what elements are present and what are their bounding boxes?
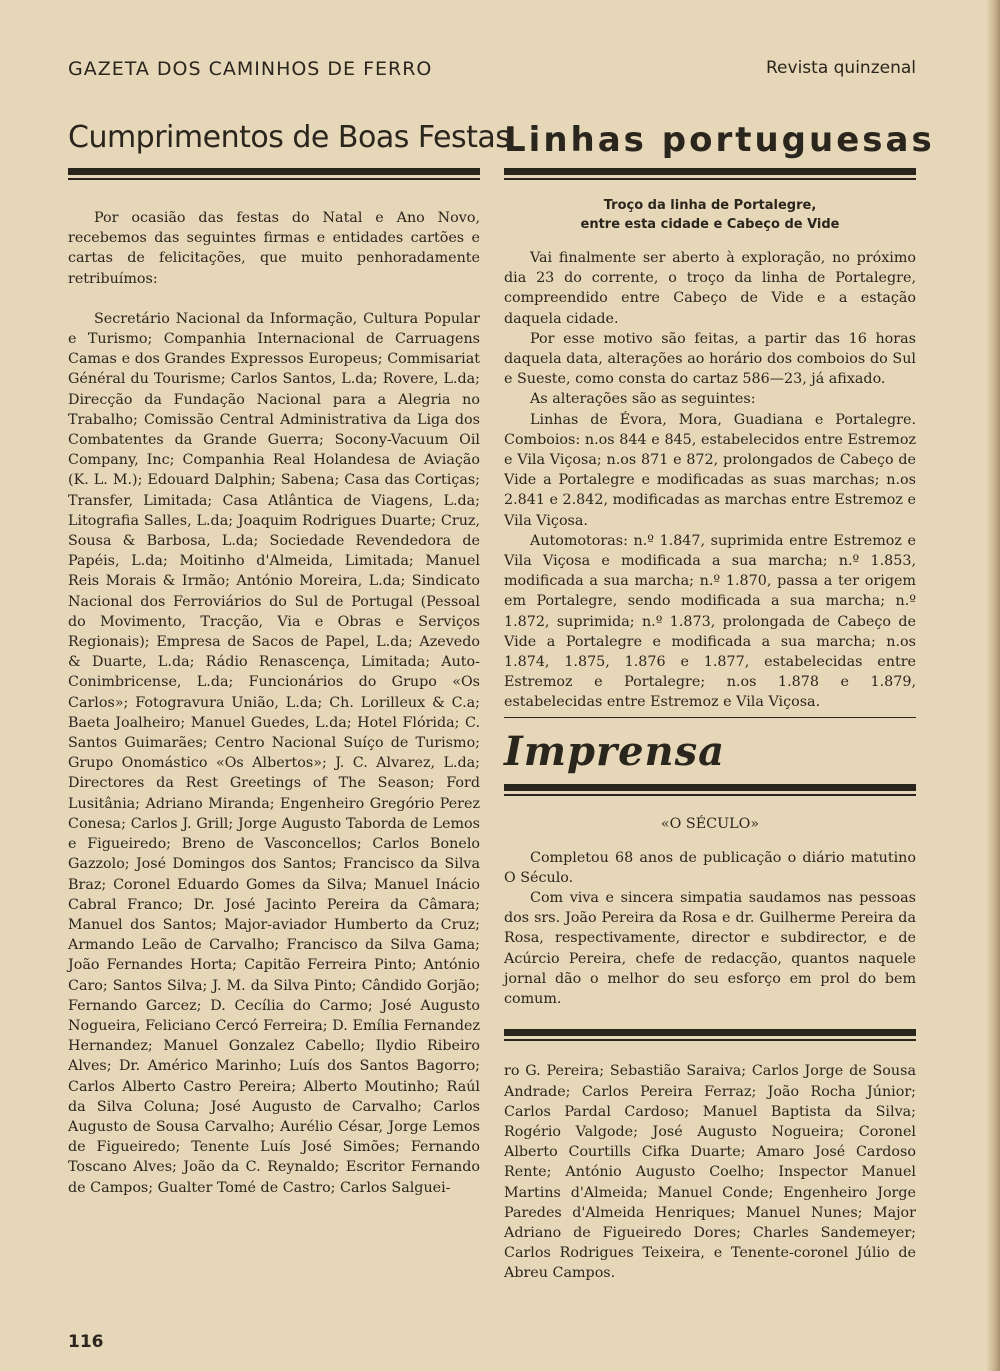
linhas-paragraph-4: Linhas de Évora, Mora, Guadiana e Portalegre. Comboios: n.os 844 e 845, estabelecidos entre Estremoz e Vila Viçosa; n.os 871 e 872, prolongados de Cabeço de Vide a Portalegre e modificadas as suas marchas; n.os 2.841 e 2.842, modificadas as marchas entre Estremoz e Vila Viçosa. (504, 411, 916, 529)
page-edge-shadow (986, 0, 1000, 1371)
boas-festas-title: Cumprimentos de Boas Festas (68, 120, 511, 155)
imprensa-title: Imprensa (504, 727, 726, 775)
title-rule-thin (504, 178, 916, 180)
linhas-paragraph-1: Vai finalmente ser aberto à exploração, no próximo dia 23 do corrente, o troço da linha de Portalegre, compreendido entre Cabeço de Vide e a estação daquela cidade. (504, 250, 916, 327)
left-column (68, 118, 511, 1198)
linhas-paragraph-2: Por esse motivo são feitas, a partir das 16 horas daquela data, alterações ao horário dos comboios do Sul e Sueste, como consta do cartaz 586—23, já afixado. (504, 330, 916, 388)
linhas-paragraph-3: As alterações são as seguintes: (530, 391, 756, 408)
title-rule-thin (68, 178, 480, 180)
linhas-subtitle-line1: Troço da linha de Portalegre, (603, 198, 817, 213)
running-head (68, 58, 916, 88)
linhas-paragraph-5: Automotoras: n.º 1.847, suprimida entre Estremoz e Vila Viçosa e modificada a sua marcha; n.º 1.853, modificada a sua marcha; n.º 1.870, passa a ter origem em Portalegre, sendo modificada a sua marcha; n.º 1.872, suprimida; n.º 1.873, prolongada de Cabeço de Vide a Portalegre e modificada a sua marcha; n.os 1.874, 1.875, 1.876 e 1.877, estabelecidas entre Estremoz e Portalegre; n.os 1.878 e 1.879, estabelecidas entre Estremoz e Vila Viçosa. (504, 532, 916, 711)
right-column (504, 118, 935, 1284)
title-rule-thin (504, 794, 916, 796)
linhas-subtitle-line2: entre esta cidade e Cabeço de Vide (580, 217, 840, 232)
title-rule-thick (504, 784, 916, 791)
publication-name: GAZETA DOS CAMINHOS DE FERRO (68, 58, 433, 80)
section-divider (504, 717, 916, 718)
imprensa-subhead: «O SÉCULO» (660, 815, 760, 832)
boas-festas-intro: Por ocasião das festas do Natal e Ano Novo, recebemos das seguintes firmas e entidades cartões e cartas de felicitações, que muito penhoradamente retribuímos: (68, 210, 480, 287)
continuation-rules (504, 1029, 916, 1041)
continuation-rule-thin (504, 1039, 916, 1041)
title-rule-thick (504, 168, 916, 175)
imprensa-paragraph-2: Com viva e sincera simpatia saudamos nas pessoas dos srs. João Pereira da Rosa e dr. Guilherme Pereira da Rosa, respectivamente, director e subdirector, e de Acúrcio Pereira, chefe de redacção, quantos naquele jornal dão o melhor do seu esforço em prol do bem comum. (504, 890, 916, 1008)
title-rule-thick (68, 168, 480, 175)
publication-tagline: Revista quinzenal (766, 58, 916, 78)
linhas-title: Linhas portuguesas (504, 120, 935, 160)
imprensa-paragraph-1: Completou 68 anos de publicação o diário matutino O Século. (504, 849, 916, 886)
continuation-rule-thick (504, 1029, 916, 1036)
boas-festas-list-part2: ro G. Pereira; Sebastião Saraiva; Carlos Jorge de Sousa Andrade; Carlos Pereira Ferraz; João Rocha Júnior; Carlos Pardal Cardoso; Manuel Baptista da Silva; Rogério Valgode; José Augusto Nogueira; Coronel Alberto Courtills Cifka Duarte; Amaro José Cardoso Rente; António Augusto Coelho; Inspector Manuel Martins d'Almeida; Manuel Conde; Engenheiro Jorge Paredes d'Almeida Henriques; Manuel Nunes; Major Adriano de Figueiredo Dores; Charles Sandemeyer; Carlos Rodrigues Teixeira, e Tenente-coronel Júlio de Abreu Campos. (504, 1063, 916, 1282)
boas-festas-list-part1: Secretário Nacional da Informação, Cultura Popular e Turismo; Companhia Internacional de Carruagens Camas e dos Grandes Expressos Europeus; Commisariat Général du Tourisme; Carlos Santos, L.da; Rovere, L.da; Direcção da Fundação Nacional para a Alegria no Trabalho; Comissão Central Administrativa da Liga dos Combatentes da Grande Guerra; Socony-Vacuum Oil Company, Inc; Companhia Real Holandesa de Aviação (K. L. M.); Edouard Dalphin; Sabena; Casa das Cortiças; Transfer, Limitada; Casa Atlântica de Viagens, L.da; Litografia Salles, L.da; Joaquim Rodrigues Duarte; Cruz, Sousa & Barbosa, L.da; Sociedade Revendedora de Papéis, L.da; Moitinho d'Almeida, Limitada; Manuel Reis Morais & Irmão; António Moreira, L.da; Sindicato Nacional dos Ferroviários do Sul de Portugal (Pessoal do Movimento, Tracção, Via e Obras e Serviços Regionais); Empresa de Sacos de Papel, L.da; Azevedo & Duarte, L.da; Rádio Renascença, Limitada; Auto-Conimbricense, L.da; Funcionários do Grupo «Os Carlos»; Fotogravura União, L.da; Ch. Lorilleux & C.a; Baeta Joalheiro; Manuel Guedes, L.da; Hotel Flórida; C. Santos Guimarães; Centro Nacional Suíço de Turismo; Grupo Onomástico «Os Albertos»; J. C. Alvarez, L.da; Directores da Rest Greetings of The Season; Ford Lusitânia; Adriano Miranda; Engenheiro Gregório Perez Conesa; Carlos J. Grill; Jorge Augusto Taborda de Lemos e Figueiredo; Breno de Vasconcellos; Carlos Bonelo Gazzolo; José Domingos dos Santos; Francisco da Silva Braz; Coronel Eduardo Gomes da Silva; Manuel Inácio Cabral Franco; Dr. José Jacinto Pereira da Câmara; Manuel dos Santos; Major-aviador Humberto da Cruz; Armando Leão de Carvalho; Francisco da Silva Gama; João Fernandes Horta; Capitão Ferreira Pinto; António Caro; Santos Silva; J. M. da Silva Pinto; Cândido Gorjão; Fernando Garcez; D. Cecília do Carmo; José Augusto Nogueira, Feliciano Cercó Ferreira; D. Emília Fernandez Hernandez; Manuel Gonzalez Cabello; Ilydio Ribeiro Alves; Dr. Américo Marinho; Luís dos Santos Bagorro; Carlos Alberto Castro Pereira; Alberto Moutinho; Raúl da Silva Coluna; José Augusto de Carvalho; Carlos Augusto de Sousa Carvalho; Aurélio César, Jorge Lemos de Figueiredo; Tenente Luís José Simões; Fernando Toscano Alves; João da C. Reynaldo; Escritor Fernando de Campos; Gualter Tomé de Castro; Carlos Salguei- (68, 310, 480, 1196)
linhas-subtitle (504, 196, 916, 234)
page-number: 116 (68, 1332, 104, 1352)
